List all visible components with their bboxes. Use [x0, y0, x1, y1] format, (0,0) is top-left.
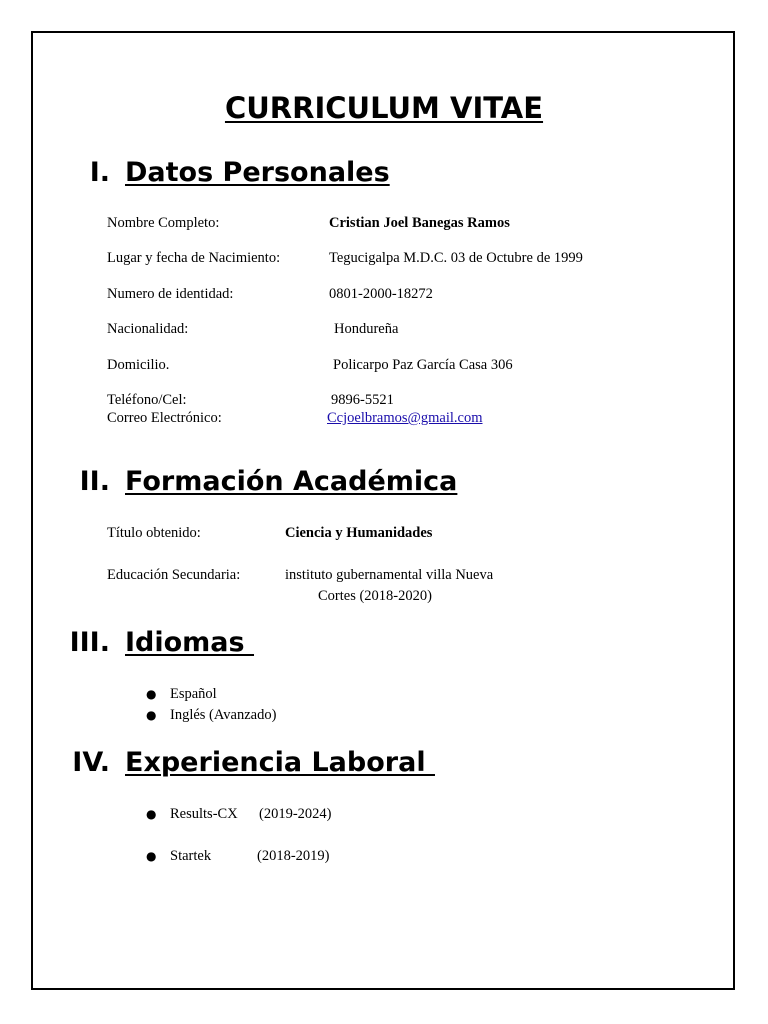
label-email: Correo Electrónico:	[107, 410, 222, 426]
value-secondary-education-line2: Cortes (2018-2020)	[318, 588, 432, 604]
list-item-language: Inglés (Avanzado)	[170, 707, 277, 723]
label-secondary-education: Educación Secundaria:	[107, 567, 241, 583]
section-title: Datos Personales	[125, 157, 390, 188]
list-item-job-period: (2018-2019)	[257, 848, 330, 864]
value-phone: 9896-5521	[331, 392, 394, 408]
value-secondary-education: instituto gubernamental villa Nueva	[285, 567, 494, 583]
bullet-icon: ●	[146, 807, 157, 821]
list-item-job-company: Startek	[170, 848, 212, 864]
section-title: Idiomas	[125, 627, 255, 658]
bullet-icon: ●	[146, 849, 157, 863]
section-heading-personal	[0, 155, 768, 191]
document-title: CURRICULUM VITAE	[224, 91, 544, 125]
section-title: Formación Académica	[125, 466, 458, 497]
label-degree: Título obtenido:	[107, 525, 201, 541]
list-item-job-company: Results-CX	[170, 806, 238, 822]
bullet-icon: ●	[146, 687, 157, 701]
value-degree: Ciencia y Humanidades	[285, 525, 433, 541]
value-birth-place-date: Tegucigalpa M.D.C. 03 de Octubre de 1999	[329, 250, 583, 266]
value-full-name: Cristian Joel Banegas Ramos	[329, 215, 510, 231]
list-item-job-period: (2019-2024)	[259, 806, 332, 822]
label-nationality: Nacionalidad:	[107, 321, 189, 337]
section-heading-experience	[0, 745, 768, 781]
label-phone: Teléfono/Cel:	[107, 392, 187, 408]
section-number: II.	[79, 466, 110, 497]
value-nationality: Hondureña	[334, 321, 399, 337]
value-address: Policarpo Paz García Casa 306	[333, 357, 513, 373]
section-heading-languages	[0, 625, 768, 661]
label-address: Domicilio.	[107, 357, 170, 373]
list-item-language: Español	[170, 686, 217, 702]
section-number: IV.	[72, 747, 110, 778]
section-number: III.	[69, 627, 110, 658]
value-id-number: 0801-2000-18272	[329, 286, 433, 302]
section-number: I.	[89, 157, 110, 188]
label-birth-place-date: Lugar y fecha de Nacimiento:	[107, 250, 281, 266]
section-heading-education	[0, 464, 768, 500]
bullet-icon: ●	[146, 708, 157, 722]
label-id-number: Numero de identidad:	[107, 286, 234, 302]
email-link[interactable]: Ccjoelbramos@gmail.com	[327, 410, 483, 426]
section-title: Experiencia Laboral	[125, 747, 435, 778]
label-full-name: Nombre Completo:	[107, 215, 220, 231]
